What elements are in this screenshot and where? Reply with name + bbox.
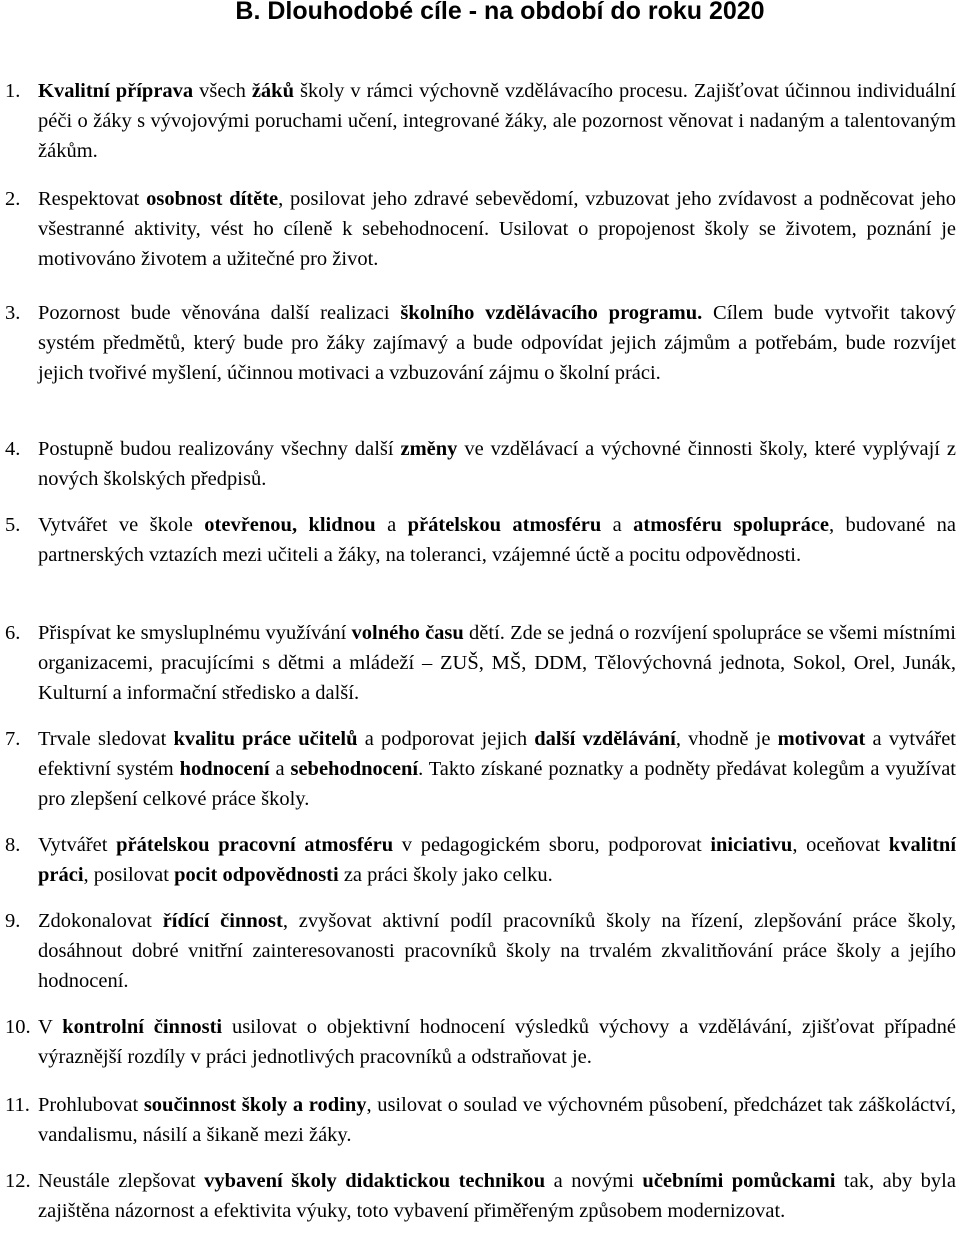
goal-text <box>38 434 956 494</box>
goal-number: 3. <box>5 302 21 324</box>
text-segment: , oceňovat <box>792 834 889 856</box>
goal-number: 9. <box>5 910 21 932</box>
text-segment: , zvyšovat aktivní podíl pracovníků školy na řízení, zlepšování práce školy, dosáhnout dobré vnitřní zainteresovanosti pracovníků školy na trvalém zkvalitňování práce školy a jejího hodnocení. <box>38 910 956 992</box>
emphasis-text: změny <box>400 438 458 460</box>
text-segment: usilovat o objektivní hodnocení výsledků výchovy a vzdělávání, zjišťovat případné výraznější rozdíly v práci jednotlivých pracovníků a odstraňovat je. <box>38 1016 957 1068</box>
text-segment: , posilovat jeho zdravé sebevědomí, vzbuzovat jeho zvídavost a podněcovat jeho všestranné aktivity, vést ho cíleně k sebehodnocení. Usilovat o propojenost školy se životem, poznání je motivováno životem a užitečné pro život. <box>38 188 956 270</box>
goal-text <box>38 1166 956 1226</box>
text-segment: , usilovat o soulad ve výchovném působení, předcházet tak záškoláctví, vandalismu, násilí a šikaně mezi žáky. <box>38 1094 956 1146</box>
goal-item <box>0 184 956 274</box>
text-segment: ve vzdělávací a výchovné činnosti školy, které vyplývají z nových školských předpisů. <box>38 438 956 490</box>
text-segment: V <box>38 1016 63 1038</box>
text-segment: Zdokonalovat <box>38 910 163 932</box>
goal-item <box>0 1090 956 1150</box>
goal-text <box>38 298 956 388</box>
text-segment: . Takto získané poznatky a podněty předávat kolegům a využívat pro zlepšení celkové práce školy. <box>38 758 956 810</box>
goal-number: 2. <box>5 188 21 210</box>
goal-number: 5. <box>5 514 21 536</box>
emphasis-text: pocit odpovědnosti <box>174 864 339 886</box>
goal-number: 8. <box>5 834 21 856</box>
emphasis-text: přátelskou pracovní atmosféru <box>116 834 394 856</box>
text-segment: Trvale sledovat <box>38 728 174 750</box>
goal-item <box>0 1166 956 1226</box>
emphasis-text: otevřenou, klidnou <box>204 514 376 536</box>
goal-item <box>0 1012 956 1072</box>
goal-number: 12. <box>5 1170 31 1192</box>
text-segment: Pozornost bude věnována další realizaci <box>38 302 401 324</box>
text-segment: v pedagogickém sboru, podporovat <box>393 834 711 856</box>
goal-number: 10. <box>5 1016 31 1038</box>
emphasis-text: kontrolní činnosti <box>62 1016 223 1038</box>
emphasis-text: motivovat <box>777 728 866 750</box>
text-segment: , posilovat <box>83 864 175 886</box>
goal-text <box>38 1012 956 1072</box>
text-segment: Postupně budou realizovány všechny další <box>38 438 401 460</box>
goal-item <box>0 618 956 708</box>
emphasis-text: přátelskou atmosféru <box>407 514 602 536</box>
text-segment: Neustále zlepšovat <box>38 1170 205 1192</box>
emphasis-text: osobnost dítěte <box>146 188 279 210</box>
goal-text <box>38 724 956 814</box>
goal-text <box>38 184 956 274</box>
emphasis-text: kvalitu práce učitelů <box>173 728 358 750</box>
text-segment: za práci školy jako celku. <box>338 864 553 886</box>
text-segment: a podporovat jejich <box>357 728 535 750</box>
emphasis-text: žáků <box>251 80 294 102</box>
emphasis-text: součinnost školy a rodiny <box>143 1094 367 1116</box>
goal-text <box>38 76 956 166</box>
goal-text <box>38 618 956 708</box>
text-segment: školy v rámci výchovně vzdělávacího procesu. Zajišťovat účinnou individuální péči o žáky s vývojovými poruchami učení, integrované žáky, ale pozornost věnovat i nadaným a talentovaným žákům. <box>38 80 956 162</box>
text-segment: a <box>375 514 408 536</box>
goal-item <box>0 830 956 890</box>
emphasis-text: řídící činnost <box>162 910 283 932</box>
text-segment: dětí. Zde se jedná o rozvíjení spolupráce se všemi místními organizacemi, pracujícími s dětmi a mládeží – ZUŠ, MŠ, DDM, Tělovýchovná jednota, Sokol, Orel, Junák, Kulturní a informační středisko a další. <box>38 622 956 704</box>
goal-item <box>0 76 956 166</box>
text-segment: všech <box>193 80 252 102</box>
goal-item <box>0 906 956 996</box>
text-segment: Prohlubovat <box>38 1094 144 1116</box>
text-segment: Vytvářet ve škole <box>38 514 205 536</box>
goal-text <box>38 510 956 570</box>
goal-number: 4. <box>5 438 21 460</box>
text-segment: a novými <box>545 1170 643 1192</box>
text-segment: , budované na partnerských vztazích mezi učiteli a žáky, na toleranci, vzájemné úctě a pocitu odpovědnosti. <box>38 514 956 566</box>
text-segment: tak, aby byla zajištěna názornost a efektivita výuky, toto vybavení přiměřeným způsobem modernizovat. <box>38 1170 956 1222</box>
goal-number: 1. <box>5 80 21 102</box>
goal-number: 7. <box>5 728 21 750</box>
text-segment: a vytvářet efektivní systém <box>38 728 956 780</box>
goal-item <box>0 434 956 494</box>
goal-text <box>38 906 956 996</box>
text-segment: Vytvářet <box>38 834 117 856</box>
goal-text <box>38 830 956 890</box>
emphasis-text: další vzdělávání <box>534 728 676 750</box>
emphasis-text: Kvalitní příprava <box>38 80 194 102</box>
emphasis-text: atmosféru spolupráce <box>633 514 830 536</box>
goal-item <box>0 298 956 388</box>
emphasis-text: kvalitní práci <box>38 834 957 886</box>
text-segment: Cílem bude vytvořit takový systém předmětů, který bude pro žáky zajímavý a bude odpovídat jejich zájmům a potřebám, bude rozvíjet jejich tvořivé myšlení, účinnou motivaci a vzbuzování zájmu o školní práci. <box>38 302 956 384</box>
text-segment: Respektovat <box>38 188 147 210</box>
goal-text <box>38 1090 956 1150</box>
goal-item <box>0 510 956 570</box>
emphasis-text: volného času <box>351 622 464 644</box>
emphasis-text: vybavení školy didaktickou technikou <box>204 1170 546 1192</box>
goal-number: 11. <box>5 1094 30 1116</box>
text-segment: a <box>601 514 634 536</box>
goal-item <box>0 724 956 814</box>
emphasis-text: učebními pomůckami <box>642 1170 836 1192</box>
text-segment: Přispívat ke smysluplnému využívání <box>38 622 352 644</box>
emphasis-text: sebehodnocení <box>290 758 419 780</box>
text-segment: , vhodně je <box>675 728 778 750</box>
emphasis-text: iniciativu <box>710 834 793 856</box>
emphasis-text: školního vzdělávacího programu. <box>400 302 703 324</box>
page-title: B. Dlouhodobé cíle - na období do roku 2020 <box>235 0 765 25</box>
text-segment: a <box>269 758 291 780</box>
goal-number: 6. <box>5 622 21 644</box>
emphasis-text: hodnocení <box>179 758 270 780</box>
